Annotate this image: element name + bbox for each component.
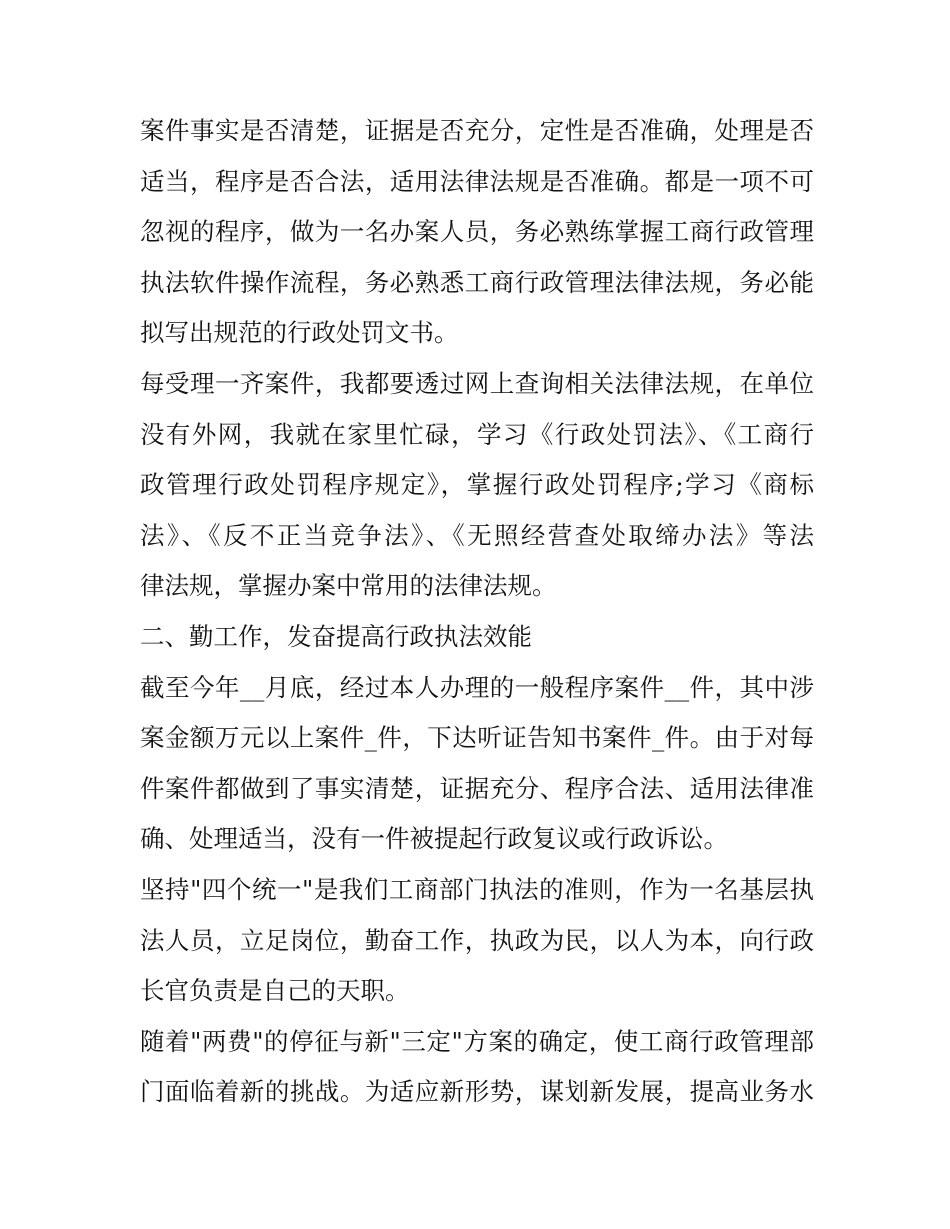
text-line: 长官负责是自己的天职。 (140, 976, 410, 1006)
text-line: 执法软件操作流程，务必熟悉工商行政管理法律法规，务必能 (140, 267, 814, 297)
text-line: 拟写出规范的行政处罚文书。 (140, 318, 459, 348)
text-line: 截至今年__月底，经过本人办理的一般程序案件__件，其中涉 (140, 672, 814, 702)
document-body (140, 106, 814, 1118)
text-line: 政管理行政处罚程序规定》，掌握行政处罚程序;学习《商标 (140, 470, 814, 500)
text-line: 律法规，掌握办案中常用的法律法规。 (140, 571, 557, 601)
text-line: 每受理一齐案件，我都要透过网上查询相关法律法规，在单位 (140, 368, 814, 398)
text-line: 忽视的程序，做为一名办案人员，务必熟练掌握工商行政管理 (140, 217, 814, 247)
text-line: 案件事实是否清楚，证据是否充分，定性是否准确，处理是否 (140, 116, 814, 145)
text-line: 法人员，立足岗位，勤奋工作，执政为民，以人为本，向行政 (140, 925, 814, 955)
text-line: 适当，程序是否合法，适用法律法规是否准确。都是一项不可 (140, 166, 814, 196)
text-line: 确、处理适当，没有一件被提起行政复议或行政诉讼。 (140, 824, 728, 854)
text-line: 件案件都做到了事实清楚，证据充分、程序合法、适用法律准 (140, 773, 814, 803)
text-line: 案金额万元以上案件_件，下达听证告知书案件_件。由于对每 (140, 723, 814, 753)
text-line: 门面临着新的挑战。为适应新形势，谋划新发展，提高业务水 (140, 1077, 814, 1107)
text-line: 随着"两费"的停征与新"三定"方案的确定，使工商行政管理部 (140, 1026, 814, 1056)
section-heading: 二、勤工作，发奋提高行政执法效能 (140, 621, 532, 651)
text-line: 法》、《反不正当竞争法》、《无照经营查处取缔办法》等法 (140, 520, 814, 550)
text-line: 没有外网，我就在家里忙碌，学习《行政处罚法》、《工商行 (140, 419, 814, 449)
text-line: 坚持"四个统一"是我们工商部门执法的准则，作为一名基层执 (140, 874, 814, 904)
